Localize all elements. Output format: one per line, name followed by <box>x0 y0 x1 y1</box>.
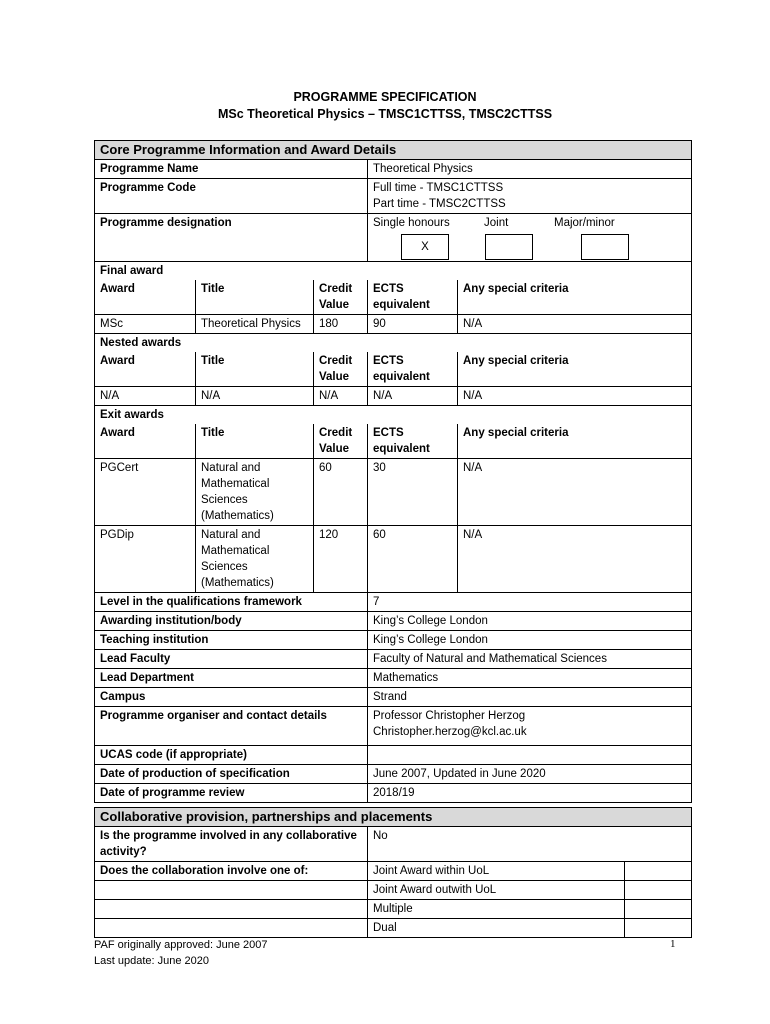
credit-cell: 120 <box>314 526 368 593</box>
detail-row-department <box>95 669 692 688</box>
detail-value: 7 <box>368 593 692 612</box>
col-award: Award <box>95 352 196 387</box>
designation-joint-label: Joint <box>484 217 509 229</box>
title-cell: Natural and Mathematical Sciences (Mathematics) <box>196 459 314 526</box>
collab-table <box>94 807 692 938</box>
credit-cell: N/A <box>314 387 368 406</box>
designation-label: Programme designation <box>95 214 368 262</box>
collab-empty-cell <box>95 881 368 900</box>
detail-row-awarding <box>95 612 692 631</box>
programme-name-label: Programme Name <box>95 160 368 179</box>
award-cell: N/A <box>95 387 196 406</box>
document-title: PROGRAMME SPECIFICATION <box>293 90 477 104</box>
detail-row-teaching <box>95 631 692 650</box>
designation-single-label: Single honours <box>373 217 450 229</box>
collab-option-box[interactable] <box>625 881 692 900</box>
organiser-value <box>368 707 692 746</box>
collab-section-title: Collaborative provision, partnerships and placements <box>95 808 692 827</box>
credit-cell: 180 <box>314 315 368 334</box>
date-review-label: Date of programme review <box>95 784 368 803</box>
collab-involved-value: No <box>368 827 692 862</box>
page-number: 1 <box>670 938 676 950</box>
core-info-table <box>94 140 692 803</box>
title-cell: N/A <box>196 387 314 406</box>
date-production-value: June 2007, Updated in June 2020 <box>368 765 692 784</box>
col-ects: ECTS equivalent <box>368 280 458 315</box>
final-award-label: Final award <box>95 262 692 281</box>
award-cell: PGCert <box>95 459 196 526</box>
designation-value <box>368 214 692 262</box>
title-cell: Natural and Mathematical Sciences (Mathematics) <box>196 526 314 593</box>
ects-cell: N/A <box>368 387 458 406</box>
col-title: Title <box>196 424 314 459</box>
programme-name-value: Theoretical Physics <box>368 160 692 179</box>
col-criteria: Any special criteria <box>458 424 692 459</box>
collab-option: Joint Award outwith UoL <box>368 881 625 900</box>
detail-row-faculty <box>95 650 692 669</box>
collab-involve-one-label: Does the collaboration involve one of: <box>95 862 368 881</box>
detail-row-ucas <box>95 746 692 765</box>
final-award-row <box>95 315 692 334</box>
exit-award-row <box>95 526 692 593</box>
programme-code-parttime: Part time - TMSC2CTTSS <box>373 198 506 210</box>
collab-option-box[interactable] <box>625 919 692 938</box>
ects-cell: 30 <box>368 459 458 526</box>
award-cell: MSc <box>95 315 196 334</box>
nested-awards-label: Nested awards <box>95 334 692 353</box>
col-title: Title <box>196 352 314 387</box>
collab-empty-cell <box>95 900 368 919</box>
criteria-cell: N/A <box>458 526 692 593</box>
detail-value: King’s College London <box>368 631 692 650</box>
date-production-label: Date of production of specification <box>95 765 368 784</box>
programme-code-fulltime: Full time - TMSC1CTTSS <box>373 182 504 194</box>
ects-cell: 90 <box>368 315 458 334</box>
ucas-label: UCAS code (if appropriate) <box>95 746 368 765</box>
collab-option-box[interactable] <box>625 900 692 919</box>
detail-label: Campus <box>95 688 368 707</box>
collab-option: Joint Award within UoL <box>368 862 625 881</box>
detail-row-date-review <box>95 784 692 803</box>
detail-label: Teaching institution <box>95 631 368 650</box>
core-section-title: Core Programme Information and Award Details <box>95 141 692 160</box>
designation-major-minor-box[interactable] <box>581 234 629 260</box>
collab-option: Dual <box>368 919 625 938</box>
collab-option-box[interactable] <box>625 862 692 881</box>
col-criteria: Any special criteria <box>458 352 692 387</box>
collab-involved-label: Is the programme involved in any collaborative activity? <box>95 827 368 862</box>
organiser-label: Programme organiser and contact details <box>95 707 368 746</box>
detail-value: King’s College London <box>368 612 692 631</box>
ucas-value <box>368 746 692 765</box>
criteria-cell: N/A <box>458 387 692 406</box>
designation-single-box[interactable]: X <box>401 234 449 260</box>
collab-empty-cell <box>95 919 368 938</box>
col-credit: Credit Value <box>314 352 368 387</box>
col-title: Title <box>196 280 314 315</box>
detail-label: Lead Department <box>95 669 368 688</box>
col-award: Award <box>95 280 196 315</box>
detail-row-campus <box>95 688 692 707</box>
col-ects: ECTS equivalent <box>368 352 458 387</box>
designation-joint-box[interactable] <box>485 234 533 260</box>
detail-row-level <box>95 593 692 612</box>
detail-value: Faculty of Natural and Mathematical Sciences <box>368 650 692 669</box>
organiser-name: Professor Christopher Herzog <box>373 710 526 722</box>
exit-award-row <box>95 459 692 526</box>
detail-row-date-production <box>95 765 692 784</box>
collab-option: Multiple <box>368 900 625 919</box>
col-criteria: Any special criteria <box>458 280 692 315</box>
detail-value: Mathematics <box>368 669 692 688</box>
col-ects: ECTS equivalent <box>368 424 458 459</box>
designation-major-minor-label: Major/minor <box>554 217 615 229</box>
exit-awards-label: Exit awards <box>95 406 692 425</box>
col-credit: Credit Value <box>314 424 368 459</box>
detail-label: Level in the qualifications framework <box>95 593 368 612</box>
title-cell: Theoretical Physics <box>196 315 314 334</box>
detail-label: Lead Faculty <box>95 650 368 669</box>
document-subtitle: MSc Theoretical Physics – TMSC1CTTSS, TMSC2CTTSS <box>217 107 553 121</box>
programme-code-label: Programme Code <box>95 179 368 214</box>
organiser-email: Christopher.herzog@kcl.ac.uk <box>373 726 527 738</box>
criteria-cell: N/A <box>458 315 692 334</box>
detail-label: Awarding institution/body <box>95 612 368 631</box>
footer-updated: Last update: June 2020 <box>94 955 209 967</box>
date-review-value: 2018/19 <box>368 784 692 803</box>
detail-row-organiser <box>95 707 692 746</box>
footer-approved: PAF originally approved: June 2007 <box>94 939 268 951</box>
criteria-cell: N/A <box>458 459 692 526</box>
ects-cell: 60 <box>368 526 458 593</box>
nested-award-row <box>95 387 692 406</box>
col-award: Award <box>95 424 196 459</box>
credit-cell: 60 <box>314 459 368 526</box>
programme-code-value <box>368 179 692 214</box>
col-credit: Credit Value <box>314 280 368 315</box>
award-cell: PGDip <box>95 526 196 593</box>
detail-value: Strand <box>368 688 692 707</box>
